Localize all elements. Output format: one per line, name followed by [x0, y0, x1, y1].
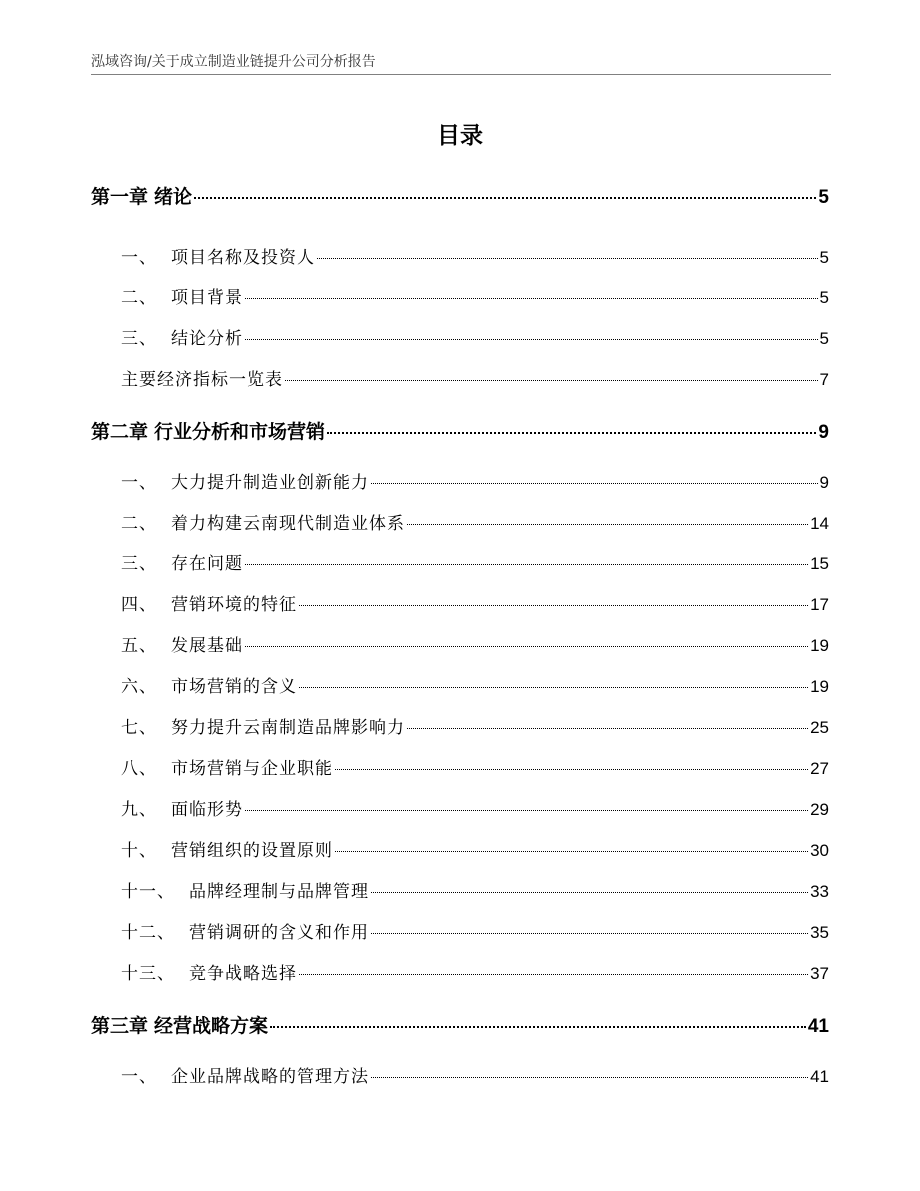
- dot-leader: [270, 1025, 806, 1028]
- dot-leader: [245, 297, 818, 299]
- toc-entry-title: 结论分析: [171, 329, 243, 349]
- dot-leader: [335, 850, 808, 852]
- toc-entry-page: 15: [810, 554, 829, 573]
- toc-entry-title: 发展基础: [171, 636, 243, 656]
- dot-leader: [371, 482, 818, 484]
- toc-entry-page: 9: [819, 473, 829, 492]
- dot-leader: [371, 1076, 808, 1078]
- toc-entry-title: 主要经济指标一览表: [121, 370, 283, 390]
- toc-entry-section[interactable]: [121, 755, 829, 783]
- dot-leader: [245, 645, 808, 647]
- toc-entry-number: 十一、: [121, 882, 175, 902]
- toc-entry-page: 19: [810, 677, 829, 696]
- dot-leader: [335, 768, 808, 770]
- toc-entry-number: 第三章: [91, 1015, 149, 1037]
- toc-entry-page: 5: [818, 187, 829, 208]
- toc-entry-page: 14: [810, 514, 829, 533]
- toc-entry-number: 七、: [121, 718, 157, 738]
- toc-entry-title: 面临形势: [171, 800, 243, 820]
- toc-entry-section[interactable]: [121, 919, 829, 947]
- toc-entry-title: 项目背景: [171, 288, 243, 308]
- toc-entry-title: 市场营销的含义: [171, 677, 297, 697]
- toc-entry-title: 项目名称及投资人: [171, 248, 315, 268]
- toc-entry-section[interactable]: [121, 469, 829, 497]
- toc-entry-chapter-3[interactable]: [91, 1011, 829, 1042]
- toc-entry-page: 27: [810, 759, 829, 778]
- toc-entry-page: 41: [807, 1016, 829, 1037]
- toc-entry-section[interactable]: [121, 1063, 829, 1091]
- dot-leader: [407, 523, 808, 525]
- toc-entry-section[interactable]: [121, 714, 829, 742]
- toc-entry-chapter-1[interactable]: [91, 182, 829, 213]
- toc-entry-number: 第二章: [91, 421, 149, 443]
- toc-entry-title: 营销环境的特征: [171, 595, 297, 615]
- toc-entry-section[interactable]: [121, 837, 829, 865]
- toc-entry-title: 绪论: [154, 186, 193, 208]
- dot-leader: [245, 809, 808, 811]
- toc-entry-page: 30: [810, 841, 829, 860]
- dot-leader: [371, 891, 808, 893]
- toc-entry-title: 营销组织的设置原则: [171, 841, 333, 861]
- toc-entry-page: 17: [810, 595, 829, 614]
- dot-leader: [299, 973, 808, 975]
- toc-entry-number: 二、: [121, 288, 157, 308]
- toc-entry-number: 三、: [121, 329, 157, 349]
- dot-leader: [299, 686, 808, 688]
- toc-entry-section[interactable]: [121, 366, 829, 394]
- dot-leader: [194, 196, 816, 199]
- toc-entry-chapter-2[interactable]: [91, 417, 829, 448]
- dot-leader: [371, 932, 808, 934]
- toc-entry-page: 5: [819, 248, 829, 267]
- toc-entry-section[interactable]: [121, 878, 829, 906]
- toc-entry-number: 六、: [121, 677, 157, 697]
- toc-entry-page: 35: [810, 923, 829, 942]
- toc-entry-title: 营销调研的含义和作用: [189, 923, 369, 943]
- toc-entry-title: 市场营销与企业职能: [171, 759, 333, 779]
- toc-entry-number: 八、: [121, 759, 157, 779]
- toc-entry-page: 19: [810, 636, 829, 655]
- toc-entry-title: 经营战略方案: [154, 1015, 269, 1037]
- toc-entry-number: 一、: [121, 1067, 157, 1087]
- toc-title: 目录: [437, 123, 483, 149]
- toc-entry-number: 一、: [121, 473, 157, 493]
- toc-entry-section[interactable]: [121, 960, 829, 988]
- toc-entry-number: 四、: [121, 595, 157, 615]
- toc-entry-section[interactable]: [121, 510, 829, 538]
- toc-entry-page: 5: [819, 288, 829, 307]
- toc-entry-page: 7: [819, 370, 829, 389]
- toc-entry-title: 着力构建云南现代制造业体系: [171, 514, 405, 534]
- toc-entry-section[interactable]: [121, 632, 829, 660]
- toc-entry-section[interactable]: [121, 550, 829, 578]
- toc-entry-title: 品牌经理制与品牌管理: [189, 882, 369, 902]
- toc-entry-number: 五、: [121, 636, 157, 656]
- toc-entry-title: 企业品牌战略的管理方法: [171, 1067, 369, 1087]
- toc-entry-title: 存在问题: [171, 554, 243, 574]
- toc-entry-page: 41: [810, 1067, 829, 1086]
- toc-entry-title: 大力提升制造业创新能力: [171, 473, 369, 493]
- toc-entry-number: 三、: [121, 554, 157, 574]
- toc-entry-number: 二、: [121, 514, 157, 534]
- running-header: 泓域咨询/关于成立制造业链提升公司分析报告: [91, 50, 831, 75]
- toc-entry-page: 9: [818, 422, 829, 443]
- toc-entry-section[interactable]: [121, 673, 829, 701]
- toc-entry-page: 33: [810, 882, 829, 901]
- toc-entry-page: 5: [819, 329, 829, 348]
- toc-entry-number: 十二、: [121, 923, 175, 943]
- toc-entry-title: 行业分析和市场营销: [154, 421, 326, 443]
- toc-entry-number: 十三、: [121, 964, 175, 984]
- dot-leader: [327, 431, 816, 434]
- toc-entry-section[interactable]: [121, 284, 829, 312]
- toc-entry-page: 29: [810, 800, 829, 819]
- dot-leader: [245, 338, 818, 340]
- dot-leader: [299, 604, 808, 606]
- toc-entry-page: 25: [810, 718, 829, 737]
- dot-leader: [285, 379, 818, 381]
- toc-entry-section[interactable]: [121, 591, 829, 619]
- dot-leader: [317, 257, 818, 259]
- toc-entry-page: 37: [810, 964, 829, 983]
- dot-leader: [407, 727, 808, 729]
- dot-leader: [245, 563, 808, 565]
- toc-entry-section[interactable]: [121, 796, 829, 824]
- toc-entry-section[interactable]: [121, 325, 829, 353]
- toc-entry-number: 一、: [121, 248, 157, 268]
- toc-entry-title: 努力提升云南制造品牌影响力: [171, 718, 405, 738]
- toc-entry-section[interactable]: [121, 244, 829, 272]
- toc-entry-number: 十、: [121, 841, 157, 861]
- toc-entry-number: 第一章: [91, 186, 149, 208]
- toc-entry-number: 九、: [121, 800, 157, 820]
- toc-entry-title: 竞争战略选择: [189, 964, 297, 984]
